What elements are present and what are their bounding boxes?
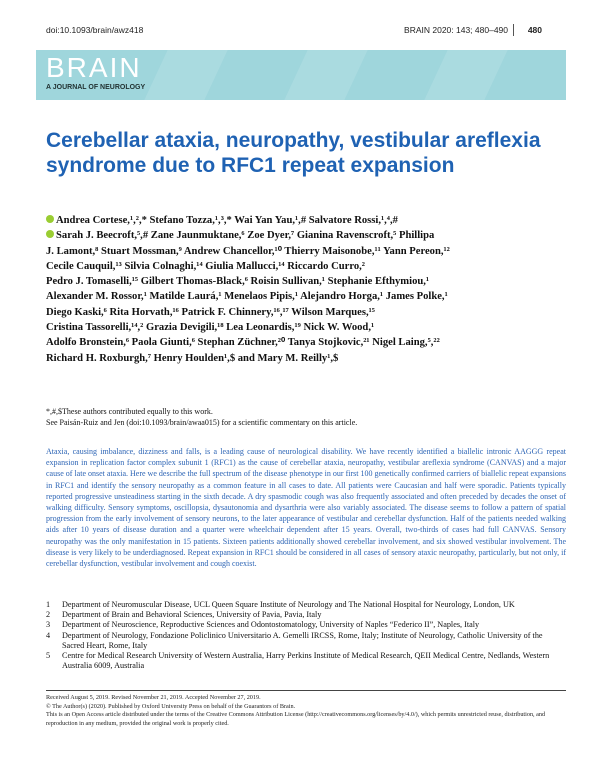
author-line-text: Adolfo Bronstein,⁶ Paola Giunti,⁶ Stephan Züchner,²⁰ Tanya Stojkovic,²¹ Nigel Laing,⁵,²² [46, 337, 440, 349]
affiliation-number: 4 [46, 630, 51, 640]
abstract [46, 446, 566, 569]
affiliation-item [46, 631, 566, 651]
author-line-text: Alexander M. Rossor,¹ Matilde Laurá,¹ Menelaos Pipis,¹ Alejandro Horga,¹ James Polke,¹ [46, 291, 448, 303]
affiliation-number: 3 [46, 620, 51, 630]
author-line [46, 351, 571, 366]
author-line [46, 335, 571, 350]
header-divider [513, 24, 514, 36]
journal-banner [36, 50, 566, 100]
affiliation-number: 2 [46, 610, 51, 620]
footer-divider [46, 690, 566, 691]
commentary-note: See Paisán-Ruiz and Jen (doi:10.1093/brain/awaa015) for a scientific commentary on this article. [46, 417, 358, 427]
author-line [46, 289, 571, 304]
doi-link[interactable]: doi:10.1093/brain/awz418 [46, 25, 144, 35]
author-line-text: Pedro J. Tomaselli,¹⁵ Gilbert Thomas-Black,⁶ Roisin Sullivan,¹ Stephanie Efthymiou,¹ [46, 276, 430, 288]
affiliation-item [46, 610, 566, 620]
journal-tagline: A JOURNAL OF NEUROLOGY [46, 84, 146, 91]
abstract-text: Ataxia, causing imbalance, dizziness and falls, is a leading cause of neurological disability. We have recently identified a biallelic intronic AAGGG repeat expansion in replication factor complex subunit 1 (RFC1) as the cause of cerebellar ataxia, neuropathy, vestibular areflexia syndrome (CANVAS) and a major cause of late onset ataxia. Here we describe the full spectrum of the disease phenotype in our first 100 genetically confirmed carriers of biallelic repeat expansions in RFC1 and identify the sensory neuropathy as a common feature in all cases to date. All patients were Caucasian and half were sporadic. Patients typically reported progressive unsteadiness starting in the sixth decade. A dry spasmodic cough was also frequently associated and often preceded by decades the onset of walking difficulty. Sensory symptoms, oscillopsia, dysautonomia and dysarthria were also variably associated. The disease seems to follow a pattern of spatial progression from the early involvement of sensory neurons, to the later appearance of vestibular and cerebellar dysfunction. Half of the patients needed walking aids after 10 years of disease duration and a quarter were wheelchair dependent after 15 years. Overall, two-thirds of cases had full CANVAS. Sensory neuropathy was the only manifestation in 15 patients. Sixteen patients additionally showed cerebellar involvement, and six showed vestibular involvement. The disease is very likely to be underdiagnosed. Repeat expansion in RFC1 should be considered in all cases of sensory ataxic neuropathy, particularly, but not only, if cerebellar dysfunction, vestibular involvement and cough coexist. [46, 447, 566, 569]
affiliation-text: Centre for Medical Research University of Western Australia, Harry Perkins Institute of Medical Research, QEII Medical Centre, Nedlands, Western Australia 6009, Australia [62, 651, 550, 671]
author-line-text: Diego Kaski,⁶ Rita Horvath,¹⁶ Patrick F. Chinnery,¹⁶,¹⁷ Wilson Marques,¹⁵ [46, 306, 375, 318]
article-footer [46, 694, 566, 728]
author-line-text: Richard H. Roxburgh,⁷ Henry Houlden¹,$ and Mary M. Reilly¹,$ [46, 352, 339, 364]
affiliation-number: 1 [46, 600, 51, 609]
affiliation-item [46, 620, 566, 630]
orcid-icon[interactable] [46, 215, 54, 223]
article-title: Cerebellar ataxia, neuropathy, vestibular areflexia syndrome due to RFC1 repeat expansion [46, 129, 541, 177]
copyright-line: © The Author(s) (2020). Published by Oxford University Press on behalf of the Guarantors of Brain. [46, 702, 296, 710]
author-list [46, 213, 571, 366]
author-notes [46, 407, 566, 428]
journal-citation: BRAIN 2020: 143; 480–490 [404, 25, 508, 35]
affiliation-item [46, 600, 566, 610]
author-line-text: Cecile Cauquil,¹³ Silvia Colnaghi,¹⁴ Giulia Mallucci,¹⁴ Riccardo Curro,² [46, 260, 365, 272]
running-header [0, 22, 600, 38]
author-line [46, 320, 571, 335]
author-line [46, 244, 571, 259]
affiliation-text: Department of Neurology, Fondazione Policlinico Universitario A. Gemelli IRCSS, Rome, Italy; Institute of Neurology, Catholic University of the Sacred Heart, Rome, Italy [62, 630, 543, 650]
equal-contribution-note: *,#,$These authors contributed equally to this work. [46, 407, 213, 416]
author-line [46, 259, 571, 274]
author-line [46, 274, 571, 289]
page-number: 480 [527, 25, 542, 35]
received-dates: Received August 5, 2019. Revised November 21, 2019. Accepted November 27, 2019. [46, 694, 261, 701]
author-line-text: Cristina Tassorelli,¹⁴,² Grazia Devigili,¹⁸ Lea Leonardis,¹⁹ Nick W. Wood,¹ [46, 322, 375, 334]
affiliation-text: Department of Neuromuscular Disease, UCL Queen Square Institute of Neurology and The National Hospital for Neurology, London, UK [62, 600, 515, 609]
orcid-icon[interactable] [46, 230, 54, 238]
author-line-text: J. Lamont,⁸ Stuart Mossman,⁹ Andrew Chancellor,¹⁰ Thierry Maisonobe,¹¹ Yann Pereon,¹² [46, 245, 450, 257]
author-line [46, 228, 571, 243]
author-line [46, 213, 571, 228]
affiliation-text: Department of Brain and Behavioral Sciences, University of Pavia, Pavia, Italy [62, 610, 322, 620]
affiliation-item [46, 651, 566, 671]
license-statement: This is an Open Access article distributed under the terms of the Creative Commons Attribution License (http://creativecommons.org/licenses/by/4.0/), which permits unrestricted reuse, distribution, and reproduction in any medium, provided the original work is properly cited. [46, 711, 546, 727]
banner-decoration [284, 50, 367, 100]
affiliation-number: 5 [46, 651, 51, 661]
author-line-text: Sarah J. Beecroft,⁵,# Zane Jaunmuktane,⁶ Zoe Dyer,⁷ Gianina Ravenscroft,⁵ Phillipa [56, 230, 435, 242]
affiliation-text: Department of Neuroscience, Reproductive Sciences and Odontostomatology, University of Naples “Federico II”, Naples, Italy [62, 620, 480, 630]
affiliation-list [46, 600, 566, 671]
author-line [46, 305, 571, 320]
banner-decoration [144, 50, 227, 100]
author-line-text: Andrea Cortese,¹,²,* Stefano Tozza,¹,³,* Wai Yan Yau,¹,# Salvatore Rossi,¹,⁴,# [56, 215, 398, 226]
journal-logo: BRAIN [46, 52, 142, 83]
banner-decoration [424, 50, 507, 100]
